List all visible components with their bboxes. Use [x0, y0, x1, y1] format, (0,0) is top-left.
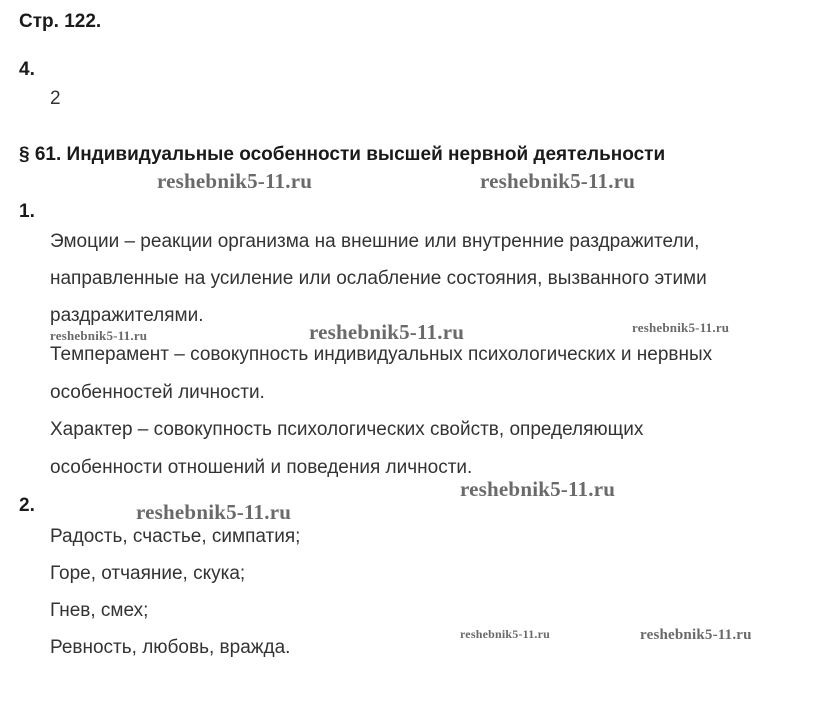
task-4-answer: 2 [50, 88, 61, 109]
task-1-line: особенностей личности. [50, 382, 265, 403]
task-2-line: Ревность, любовь, вражда. [50, 637, 291, 658]
watermark: reshebnik5-11.ru [460, 477, 616, 501]
task-1-line: Эмоции – реакции организма на внешние или внутренние раздражители, [50, 231, 700, 252]
task-2-line: Радость, счастье, симпатия; [50, 526, 301, 547]
watermark: reshebnik5-11.ru [309, 320, 465, 344]
watermark: reshebnik5-11.ru [157, 169, 313, 193]
section-title: § 61. Индивидуальные особенности высшей нервной деятельности [19, 144, 666, 165]
task-2-number: 2. [19, 495, 35, 516]
task-1-line: Темперамент – совокупность индивидуальных психологических и нервных [50, 344, 713, 365]
watermark: reshebnik5-11.ru [632, 320, 730, 335]
task-2-line: Гнев, смех; [50, 600, 149, 621]
task-4-number: 4. [19, 59, 35, 80]
page-reference: Стр. 122. [19, 11, 102, 32]
task-1-line: особенности отношений и поведения личности. [50, 457, 473, 478]
task-2-line: Горе, отчаяние, скука; [50, 563, 246, 584]
task-1-line: направленные на усиление или ослабление состояния, вызванного этими [50, 268, 707, 289]
watermark: reshebnik5-11.ru [460, 627, 550, 641]
task-1-line: Характер – совокупность психологических свойств, определяющих [50, 419, 644, 440]
watermark: reshebnik5-11.ru [480, 169, 636, 193]
watermark: reshebnik5-11.ru [50, 328, 148, 343]
task-1-number: 1. [19, 201, 35, 222]
watermark: reshebnik5-11.ru [640, 627, 752, 643]
watermark: reshebnik5-11.ru [136, 500, 292, 524]
task-1-line: раздражителями. [50, 305, 204, 326]
